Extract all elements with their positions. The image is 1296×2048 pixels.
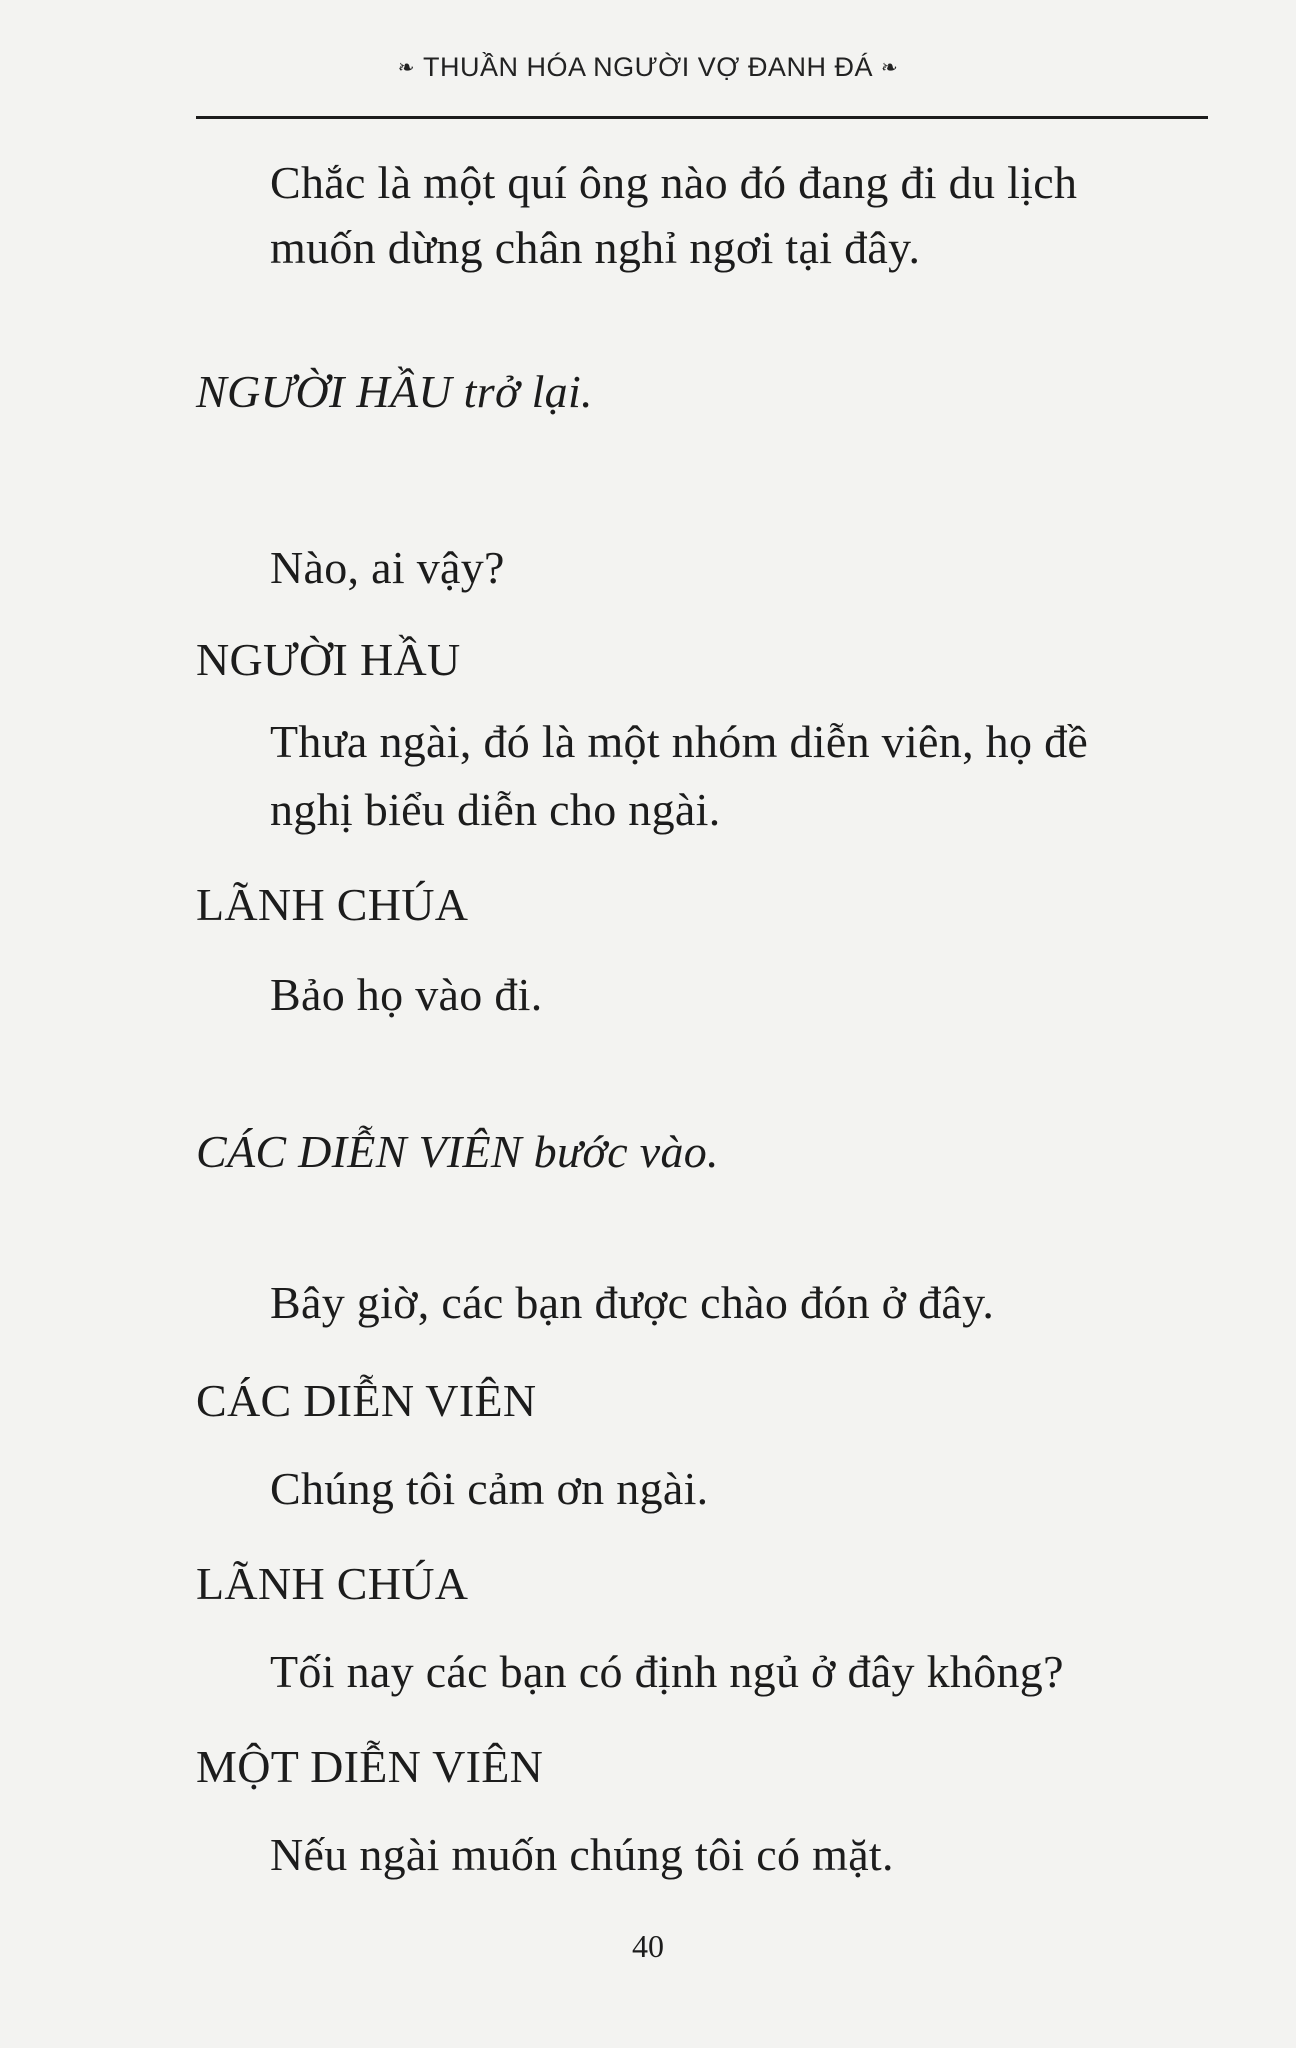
dialogue-line: Bây giờ, các bạn được chào đón ở đây. — [270, 1277, 995, 1328]
speaker-name: NGƯỜI HẦU — [196, 634, 461, 685]
speaker-name: MỘT DIỄN VIÊN — [196, 1741, 544, 1792]
dialogue-line: Tối nay các bạn có định ngủ ở đây không? — [270, 1646, 1064, 1697]
page-number: 40 — [632, 1928, 664, 1964]
dialogue-line: nghị biểu diễn cho ngài. — [270, 784, 721, 835]
speaker-name: LÃNH CHÚA — [196, 879, 469, 930]
running-header — [0, 52, 1296, 83]
dialogue-line: Chúng tôi cảm ơn ngài. — [270, 1463, 709, 1514]
dialogue-line: Thưa ngài, đó là một nhóm diễn viên, họ đề — [270, 716, 1089, 767]
dialogue-line: Nào, ai vậy? — [270, 542, 505, 593]
ornament-left-icon: ❧ — [397, 57, 416, 79]
dialogue-line: Nếu ngài muốn chúng tôi có mặt. — [270, 1829, 894, 1880]
stage-direction: CÁC DIỄN VIÊN bước vào. — [196, 1126, 719, 1177]
speaker-name: CÁC DIỄN VIÊN — [196, 1375, 537, 1426]
running-title: THUẦN HÓA NGƯỜI VỢ ĐANH ĐÁ — [423, 52, 873, 82]
stage-direction: NGƯỜI HẦU trở lại. — [196, 366, 593, 417]
header-rule — [196, 116, 1208, 119]
dialogue-line: muốn dừng chân nghỉ ngơi tại đây. — [270, 222, 921, 273]
dialogue-line: Bảo họ vào đi. — [270, 969, 543, 1020]
dialogue-line: Chắc là một quí ông nào đó đang đi du lịch — [270, 157, 1078, 208]
ornament-right-icon: ❧ — [880, 57, 899, 79]
speaker-name: LÃNH CHÚA — [196, 1558, 469, 1609]
